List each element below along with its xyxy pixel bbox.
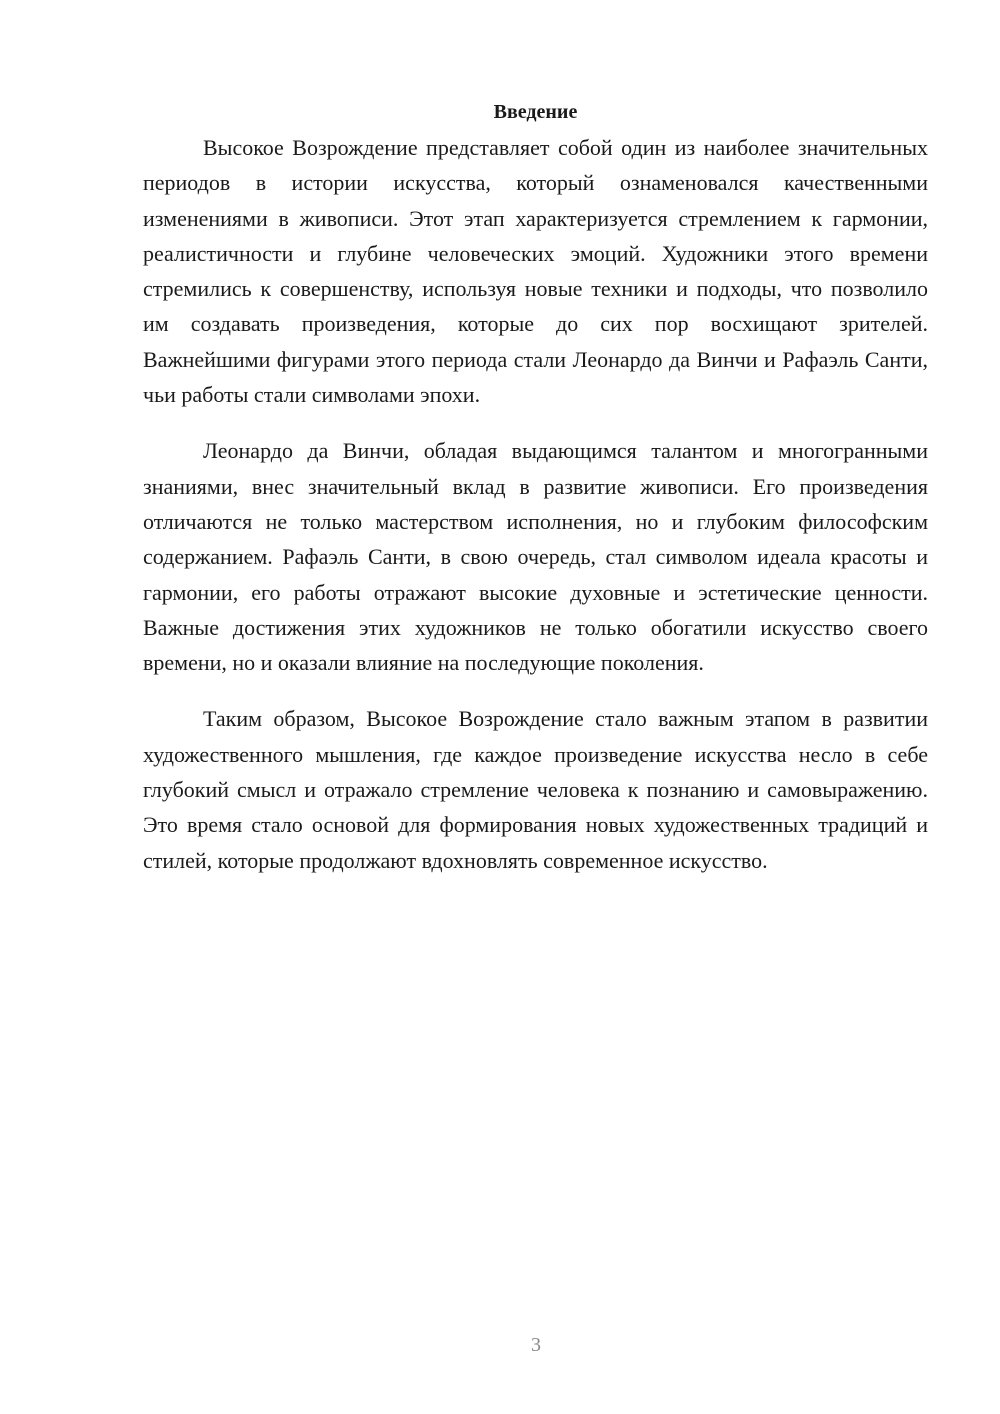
- paragraph-conclusion: Таким образом, Высокое Возрождение стало важным этапом в развитии художественного мышления, где каждое произведение искусства несло в себе глубокий смысл и отражало стремление человека к познанию и самовыражению. Это время стало основой для формирования новых художественных традиций и стилей, которые продолжают вдохновлять современное искусство.: [143, 706, 928, 873]
- section-heading: Введение: [493, 101, 578, 123]
- page-number: 3: [531, 1334, 541, 1356]
- page-content: [143, 96, 928, 899]
- paragraph-artists: Леонардо да Винчи, обладая выдающимся талантом и многогранными знаниями, внес значительный вклад в развитие живописи. Его произведения отличаются не только мастерством исполнения, но и глубоким философским содержанием. Рафаэль Санти, в свою очередь, стал символом идеала красоты и гармонии, его работы отражают высокие духовные и эстетические ценности. Важные достижения этих художников не только обогатили искусство своего времени, но и оказали влияние на последующие поколения.: [143, 438, 928, 676]
- paragraph-intro: Высокое Возрождение представляет собой один из наиболее значительных периодов в истории искусства, который ознаменовался качественными изменениями в живописи. Этот этап характеризуется стремлением к гармонии, реалистичности и глубине человеческих эмоций. Художники этого времени стремились к совершенству, используя новые техники и подходы, что позволило им создавать произведения, которые до сих пор восхищают зрителей. Важнейшими фигурами этого периода стали Леонардо да Винчи и Рафаэль Санти, чьи работы стали символами эпохи.: [143, 135, 928, 408]
